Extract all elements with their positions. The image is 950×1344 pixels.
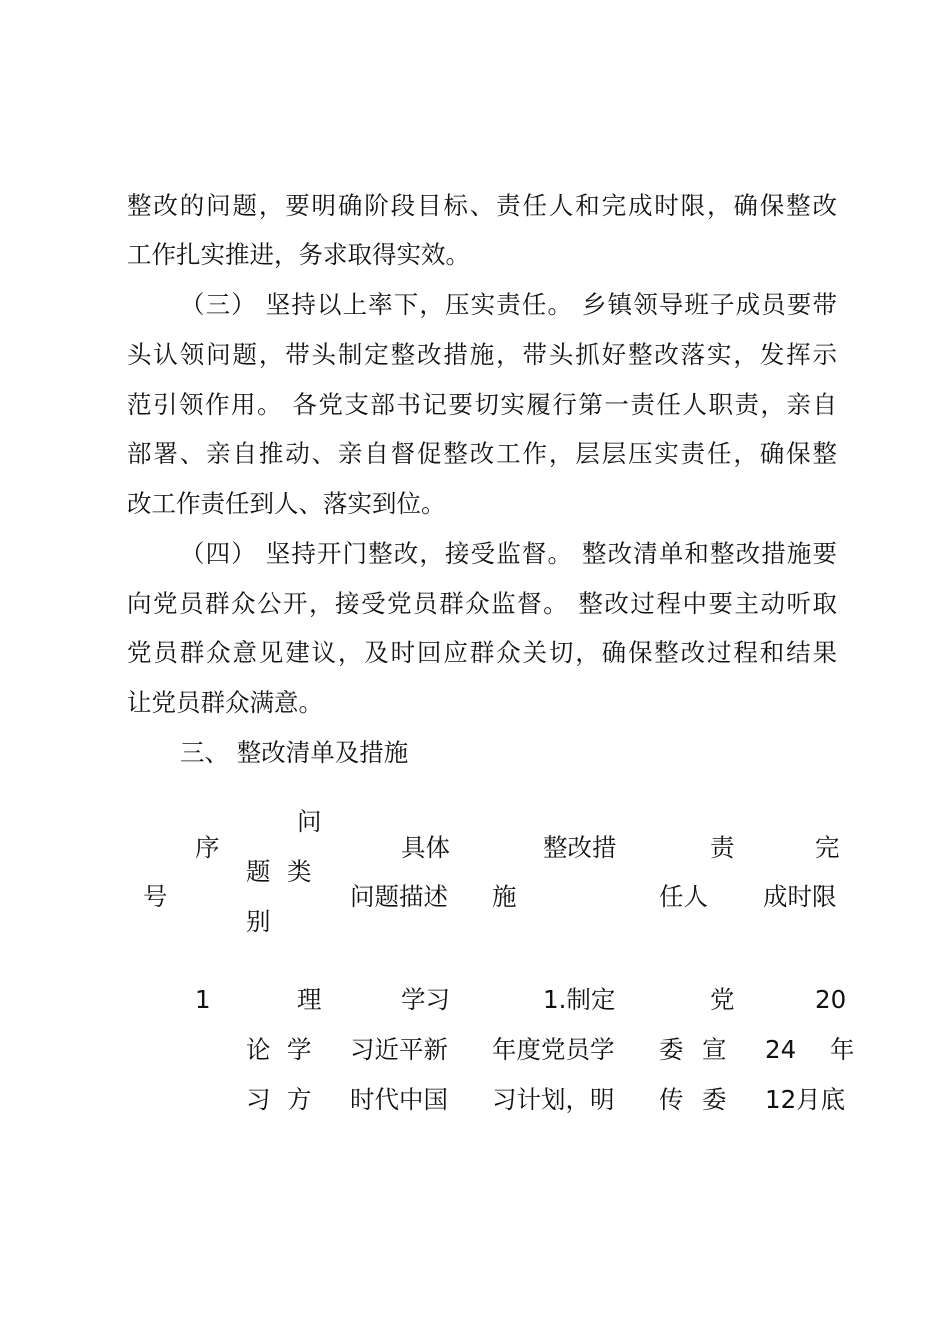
header-desc-2: 问题描述 <box>350 882 448 911</box>
paragraph-line: （三） 坚持以上率下，压实责任。 乡镇领导班子成员要带 <box>180 290 837 319</box>
row-owner-char: 党 <box>710 985 735 1014</box>
row-desc-line: 时代中国 <box>350 1085 448 1114</box>
paragraph-line: 整改的问题，要明确阶段目标、责任人和完成时限，确保整改 <box>127 191 837 220</box>
row-seq: 1 <box>195 985 211 1014</box>
header-owner-1: 责 <box>710 833 735 862</box>
header-seq-2: 号 <box>143 882 168 911</box>
header-type-1: 问 <box>297 807 322 836</box>
header-seq-1: 序 <box>195 833 220 862</box>
row-deadline-part: 年 <box>830 1035 855 1064</box>
paragraph-line: 头认领问题，带头制定整改措施，带头抓好整改落实，发挥示 <box>127 340 837 369</box>
paragraph-line: 部署、亲自推动、亲自督促整改工作，层层压实责任，确保整 <box>127 439 837 468</box>
row-deadline-part: 24 <box>765 1035 797 1064</box>
header-measure-2: 施 <box>492 882 517 911</box>
paragraph-line: 党员群众意见建议，及时回应群众关切，确保整改过程和结果 <box>127 638 837 667</box>
paragraph-line: 向党员群众公开，接受党员群众监督。 整改过程中要主动听取 <box>127 589 837 618</box>
paragraph-line: 改工作责任到人、落实到位。 <box>127 489 446 518</box>
row-desc-line: 习近平新 <box>350 1035 448 1064</box>
row-owner-char: 委 <box>659 1035 684 1064</box>
header-deadline-2: 成时限 <box>763 882 837 911</box>
row-deadline-part: 20 <box>815 985 847 1014</box>
header-deadline-1: 完 <box>815 833 840 862</box>
row-type-char: 论 <box>246 1035 271 1064</box>
row-owner-char: 委 <box>702 1085 727 1114</box>
row-owner-char: 宣 <box>702 1035 727 1064</box>
row-type-char: 方 <box>287 1085 312 1114</box>
header-type-4: 别 <box>246 907 271 936</box>
header-type-2: 题 <box>246 857 271 886</box>
header-measure-1: 整改措 <box>543 833 617 862</box>
header-desc-1: 具体 <box>401 833 450 862</box>
paragraph-line: 工作扎实推进，务求取得实效。 <box>127 240 470 269</box>
paragraph-line: 让党员群众满意。 <box>127 688 323 717</box>
paragraph-line: （四） 坚持开门整改，接受监督。 整改清单和整改措施要 <box>180 539 837 568</box>
row-type-char: 习 <box>246 1085 271 1114</box>
row-deadline-part: 12月底 <box>765 1085 846 1114</box>
header-owner-2: 任人 <box>659 882 708 911</box>
row-measure-line: 习计划，明 <box>492 1085 615 1114</box>
row-type-char: 学 <box>287 1035 312 1064</box>
row-measure-line: 年度党员学 <box>492 1035 615 1064</box>
row-type-char: 理 <box>297 985 322 1014</box>
header-type-3: 类 <box>287 857 312 886</box>
row-measure-line: 1.制定 <box>543 985 616 1014</box>
section-heading: 三、 整改清单及措施 <box>180 738 409 767</box>
row-desc-line: 学习 <box>401 985 450 1014</box>
paragraph-line: 范引领作用。 各党支部书记要切实履行第一责任人职责，亲自 <box>127 390 837 419</box>
row-owner-char: 传 <box>659 1085 684 1114</box>
